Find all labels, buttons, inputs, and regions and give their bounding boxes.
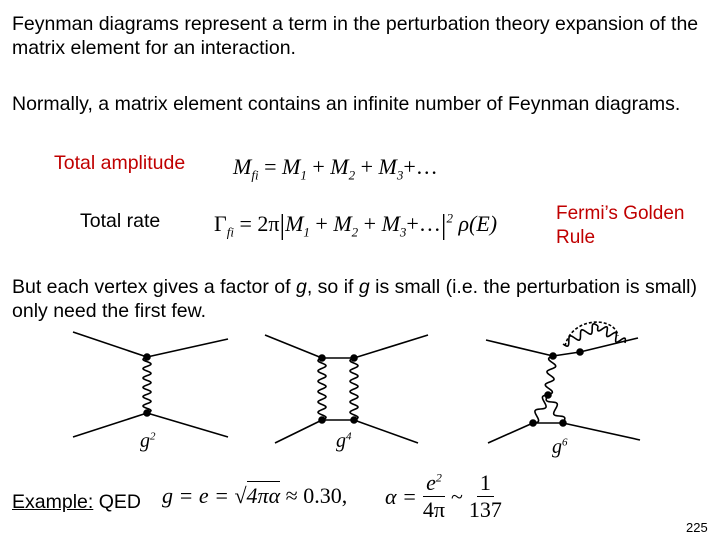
vertex-dot	[319, 417, 325, 423]
diagram-label-g2: $g^2$	[140, 430, 156, 452]
vertex-dot	[319, 355, 325, 361]
amplitude-equation: $M_{fi} = M_1 + M_2$ + $M_3+\dots$	[233, 154, 438, 183]
diagram-label-g6: $g^6$	[552, 436, 568, 458]
intro-paragraph: Feynman diagrams represent a term in the perturbation theory expansion of the matrix element for an interaction.	[12, 13, 699, 59]
photon-propagator	[598, 326, 626, 343]
diagram-g4	[265, 335, 428, 443]
diagram-label-g4: $g^4$	[336, 430, 352, 452]
qed-coupling-equation: g = e = √4πα ≈ 0.30,	[162, 483, 348, 508]
vertex-dot	[351, 417, 357, 423]
vertex-dot	[550, 353, 556, 359]
diagram-g6	[486, 322, 640, 443]
photon-propagator	[350, 358, 358, 420]
vertex-dot	[545, 392, 551, 398]
example-line	[12, 491, 141, 514]
fermion-line	[553, 352, 580, 356]
photon-propagator	[143, 357, 151, 413]
fine-structure-equation: α = $\frac{e^2}{4\pi}$ ~ 1 137	[385, 470, 502, 522]
total-rate-label: Total rate	[80, 210, 161, 232]
fermion-line	[275, 420, 322, 443]
vertex-factor-paragraph: But each vertex gives a factor of g, so if g is small (i.e. the perturbation is small) only need the first few.	[12, 276, 698, 322]
fermi-golden-rule-label: Fermi’s Golden Rule	[556, 203, 685, 248]
vertex-dot	[144, 410, 150, 416]
fermion-line	[147, 339, 228, 357]
vertex-dot	[144, 354, 150, 360]
example-label: Example:	[12, 491, 94, 513]
vertex-dot	[577, 349, 583, 355]
vertex-dot	[560, 420, 566, 426]
photon-propagator	[546, 395, 565, 423]
page-number: 225	[686, 520, 708, 535]
photon-propagator	[318, 358, 326, 420]
photon-propagator	[545, 356, 555, 395]
vertex-dot	[351, 355, 357, 361]
fermion-line	[73, 332, 147, 357]
fermion-line	[73, 413, 147, 437]
diagram-g2	[73, 332, 228, 437]
vertex-dot	[530, 420, 536, 426]
example-qed: QED	[98, 491, 141, 513]
photon-propagator	[563, 324, 598, 346]
fermion-line	[354, 335, 428, 358]
rate-equation: $\Gamma_{fi} = 2\pi|M_1 + M_2$ + $M_3+\dots|^2$ ρ(E)	[214, 210, 498, 241]
fermion-line	[580, 338, 638, 352]
fermion-line	[147, 413, 228, 437]
total-amplitude-label: Total amplitude	[54, 152, 186, 174]
fermion-line	[488, 423, 533, 443]
fermion-line	[486, 340, 553, 356]
matrix-element-paragraph: Normally, a matrix element contains an infinite number of Feynman diagrams.	[12, 93, 681, 115]
fermion-line	[265, 335, 322, 358]
fermion-line	[354, 420, 418, 443]
fermion-line	[563, 423, 640, 440]
